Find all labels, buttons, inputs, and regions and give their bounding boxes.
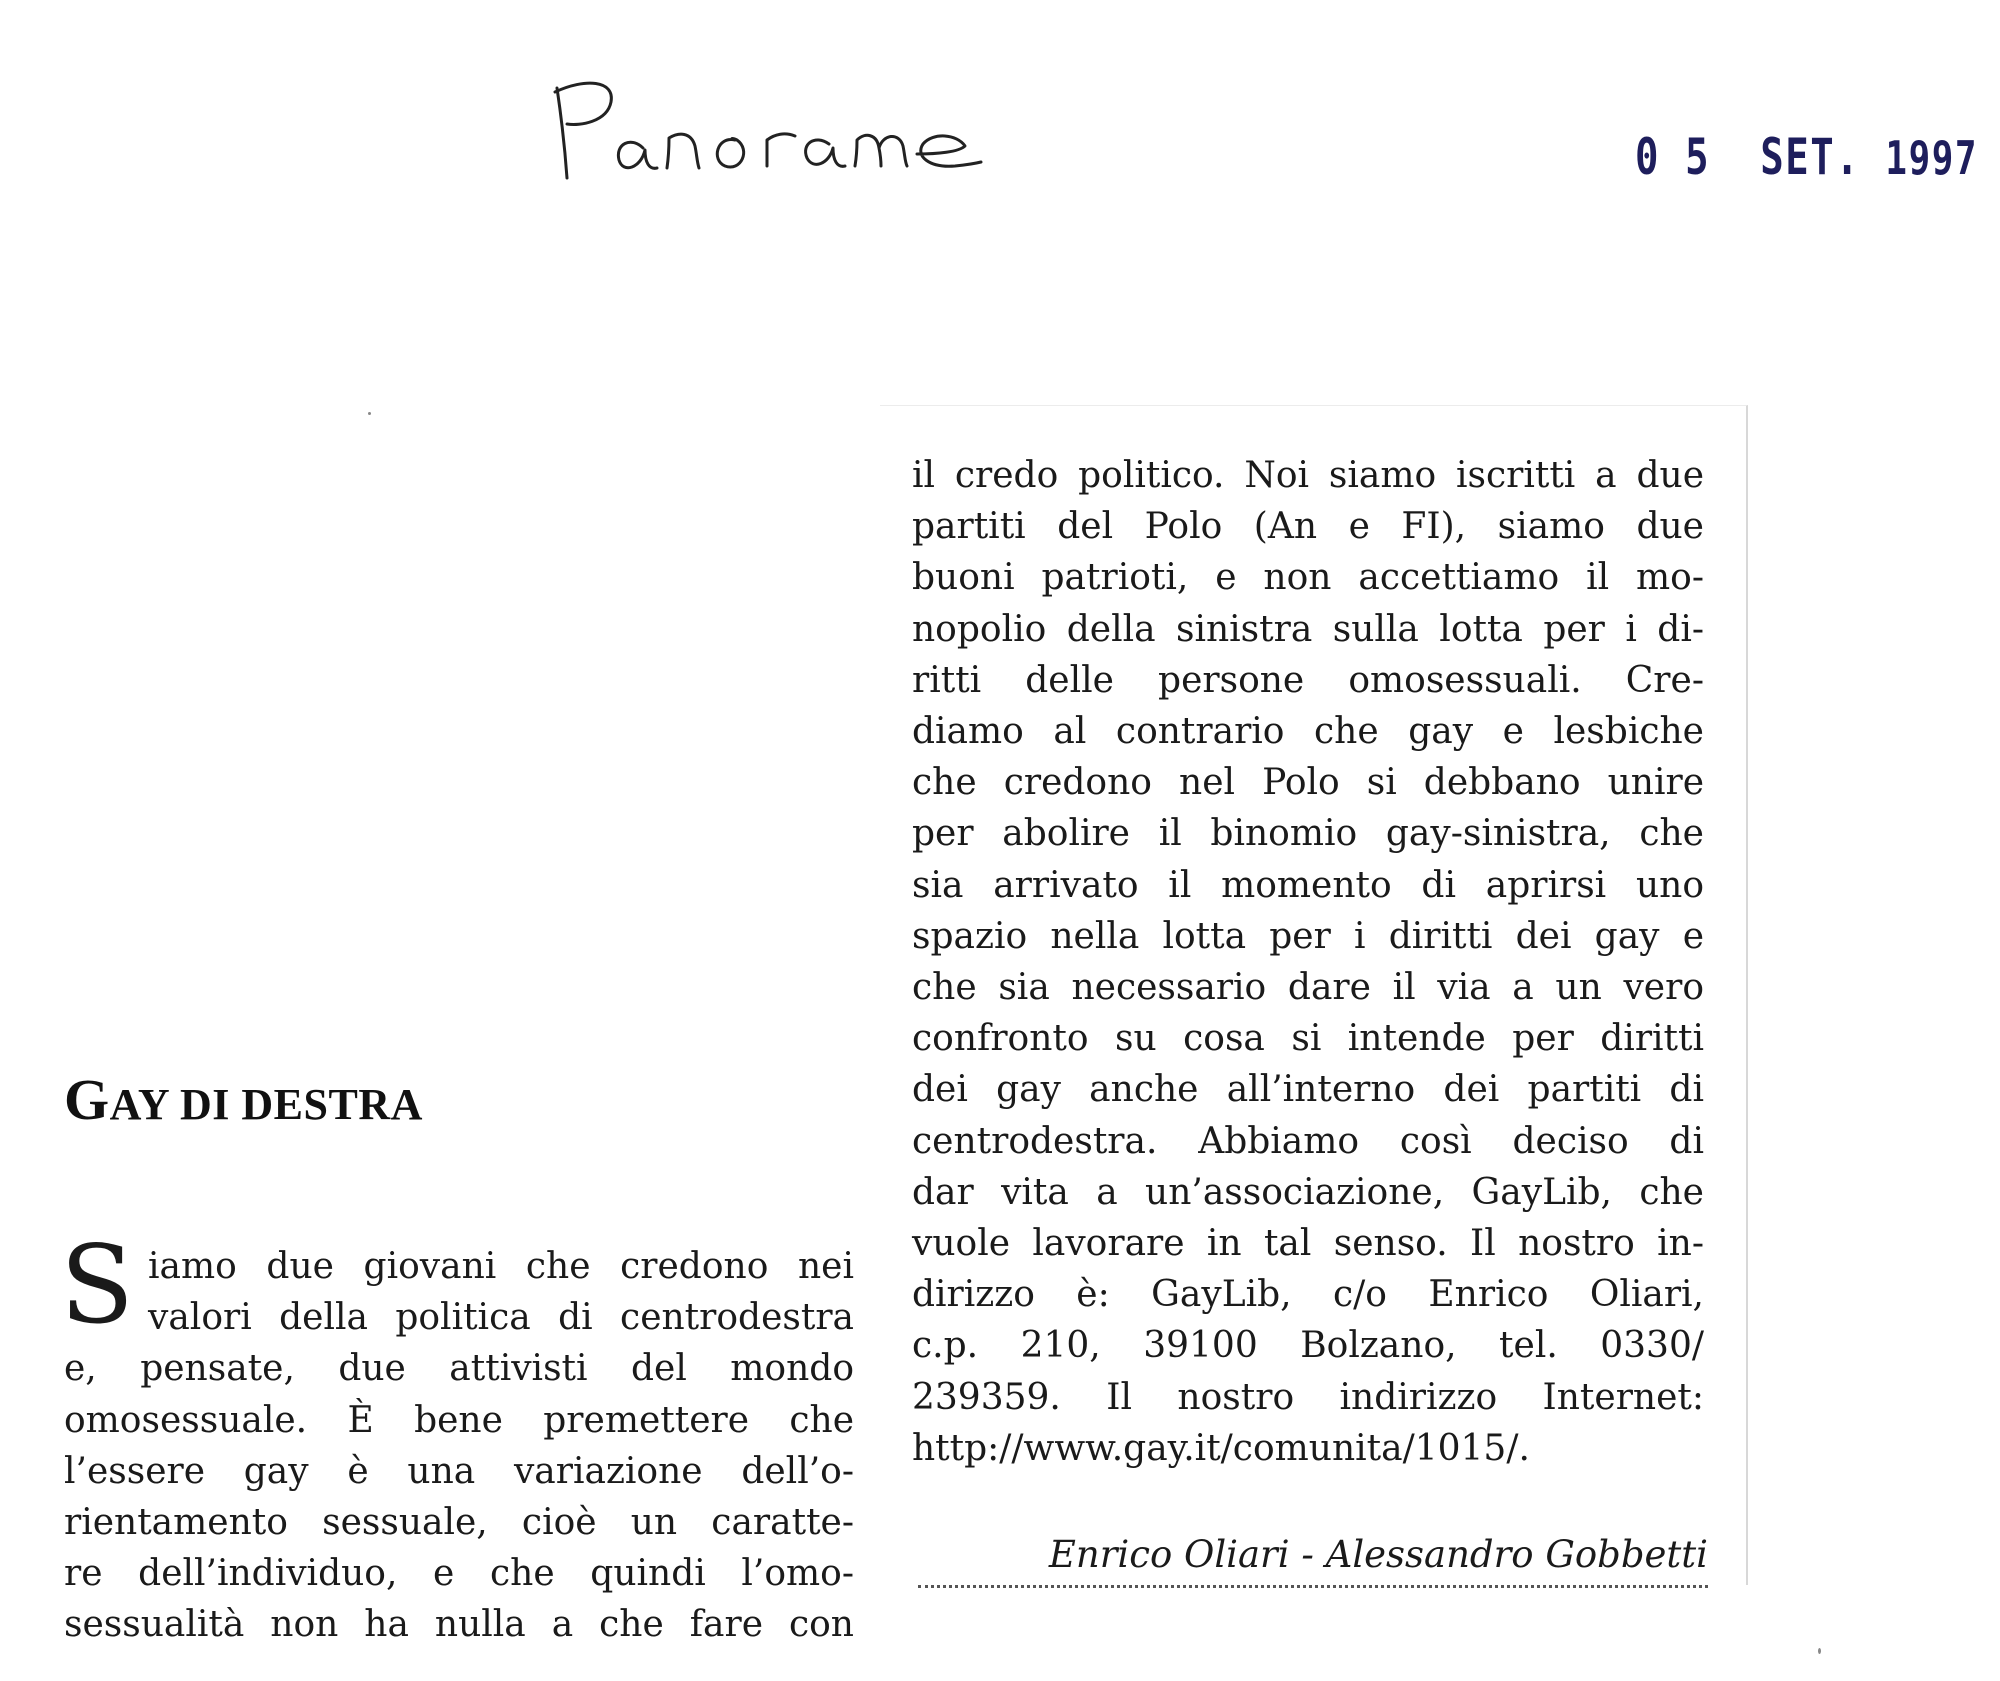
text-line: vuole lavorare in tal senso. Il nostro in- — [912, 1223, 1704, 1265]
text-line: rientamento sessuale, cioè un caratte- — [64, 1502, 854, 1544]
text-line: che sia necessario dare il via a un vero — [912, 967, 1704, 1009]
text-line: l’essere gay è una variazione dell’o- — [64, 1450, 854, 1492]
scan-speck — [1818, 1648, 1821, 1654]
text-line: dar vita a un’associazione, GayLib, che — [912, 1171, 1704, 1213]
text-line: il credo politico. Noi siamo iscritti a due — [912, 455, 1704, 496]
text-line: nopolio della sinistra sulla lotta per i di- — [912, 608, 1704, 650]
date-stamp-month: SET. — [1760, 128, 1861, 186]
dotted-rule-divider — [918, 1585, 1708, 1588]
text-line: e, pensate, due attivisti del mondo — [64, 1348, 854, 1390]
text-line: dei gay anche all’interno dei partiti di — [912, 1069, 1704, 1111]
text-line: confronto su cosa si intende per diritti — [912, 1018, 1704, 1060]
article-headline — [64, 1067, 854, 1132]
date-stamp-day: 0 5 — [1635, 128, 1711, 186]
text-line: partiti del Polo (An e FI), siamo due — [912, 506, 1704, 548]
text-line: ritti delle persone omosessuali. Cre- — [912, 659, 1704, 701]
text-line: sessualità non ha nulla a che fare con — [64, 1604, 854, 1646]
text-line: che credono nel Polo si debbano unire — [912, 762, 1704, 804]
article-signature: Enrico Oliari - Alessandro Gobbetti — [1048, 1533, 1708, 1576]
headline-initial: G — [64, 1067, 110, 1132]
article-paragraph-start — [60, 1223, 854, 1651]
scan-speck — [368, 412, 371, 415]
text-line: centrodestra. Abbiamo così deciso di — [912, 1120, 1704, 1162]
text-line: valori della politica di centrodestra — [148, 1297, 854, 1339]
article-right-column — [912, 450, 1704, 1474]
text-line: iamo due giovani che credono nei — [148, 1246, 854, 1287]
text-line: diamo al contrario che gay e lesbiche — [912, 711, 1704, 753]
headline-rest: AY DI DESTRA — [109, 1080, 423, 1129]
text-line: re dell’individuo, e che quindi l’omo- — [64, 1553, 854, 1595]
text-line: sia arrivato il momento di aprirsi uno — [912, 864, 1704, 906]
text-line: spazio nella lotta per i diritti dei gay e — [912, 915, 1704, 957]
text-line: buoni patrioti, e non accettiamo il mo- — [912, 557, 1704, 599]
handwritten-panorama-drawing — [545, 70, 985, 190]
text-line: omosessuale. È bene premettere che — [64, 1399, 854, 1441]
text-line: 239359. Il nostro indirizzo Internet: — [912, 1376, 1704, 1418]
drop-cap: S — [60, 1223, 134, 1348]
text-line: per abolire il binomio gay-sinistra, che — [912, 813, 1704, 855]
date-stamp-year: 1997 — [1885, 131, 1979, 185]
article-left-column — [60, 1067, 854, 1651]
text-line: dirizzo è: GayLib, c/o Enrico Oliari, — [912, 1274, 1704, 1316]
text-line: c.p. 210, 39100 Bolzano, tel. 0330/ — [912, 1325, 1704, 1367]
text-line: http://www.gay.it/comunita/1015/. — [912, 1427, 1530, 1469]
date-stamp — [1635, 128, 1978, 186]
handwritten-source-note — [545, 70, 985, 190]
